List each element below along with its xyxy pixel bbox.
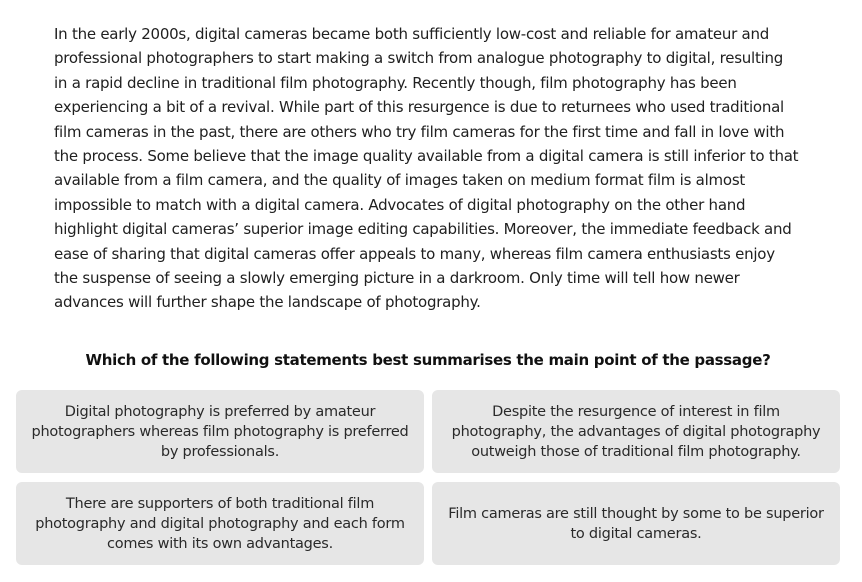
- answer-option-1[interactable]: [16, 390, 424, 473]
- question-text: Which of the following statements best summarises the main point of the passage?: [85, 351, 771, 369]
- answer-option-2-label: Despite the resurgence of interest in film photography, the advantages of digital photography outweigh those of traditional film photography.: [451, 403, 821, 460]
- answer-option-4-label: Film cameras are still thought by some to be superior to digital cameras.: [448, 505, 824, 542]
- answer-option-3-label: There are supporters of both traditional film photography and digital photography and each form comes with its own advantages.: [35, 495, 405, 552]
- answer-options: [16, 390, 840, 565]
- answer-option-1-label: Digital photography is preferred by amateur photographers whereas film photography is preferred by professionals.: [31, 403, 409, 460]
- answer-option-2[interactable]: [432, 390, 840, 473]
- passage-text: In the early 2000s, digital cameras became both sufficiently low-cost and reliable for amateur and professional photographers to start making a switch from analogue photography to digital, resulting in a rapid decline in traditional film photography. Recently though, film photography has been experiencing a bit of a revival. While part of this resurgence is due to returnees who used traditional film cameras in the past, there are others who try film cameras for the first time and fall in love with the process. Some believe that the image quality available from a digital camera is still inferior to that available from a film camera, and the quality of images taken on medium format film is almost impossible to match with a digital camera. Advocates of digital photography on the other hand highlight digital cameras’ superior image editing capabilities. Moreover, the immediate feedback and ease of sharing that digital cameras offer appeals to many, whereas film camera enthusiasts enjoy the suspense of seeing a slowly emerging picture in a darkroom. Only time will tell how newer advances will further shape the landscape of photography.: [54, 25, 799, 312]
- answer-option-4[interactable]: [432, 482, 840, 565]
- answer-option-3[interactable]: [16, 482, 424, 565]
